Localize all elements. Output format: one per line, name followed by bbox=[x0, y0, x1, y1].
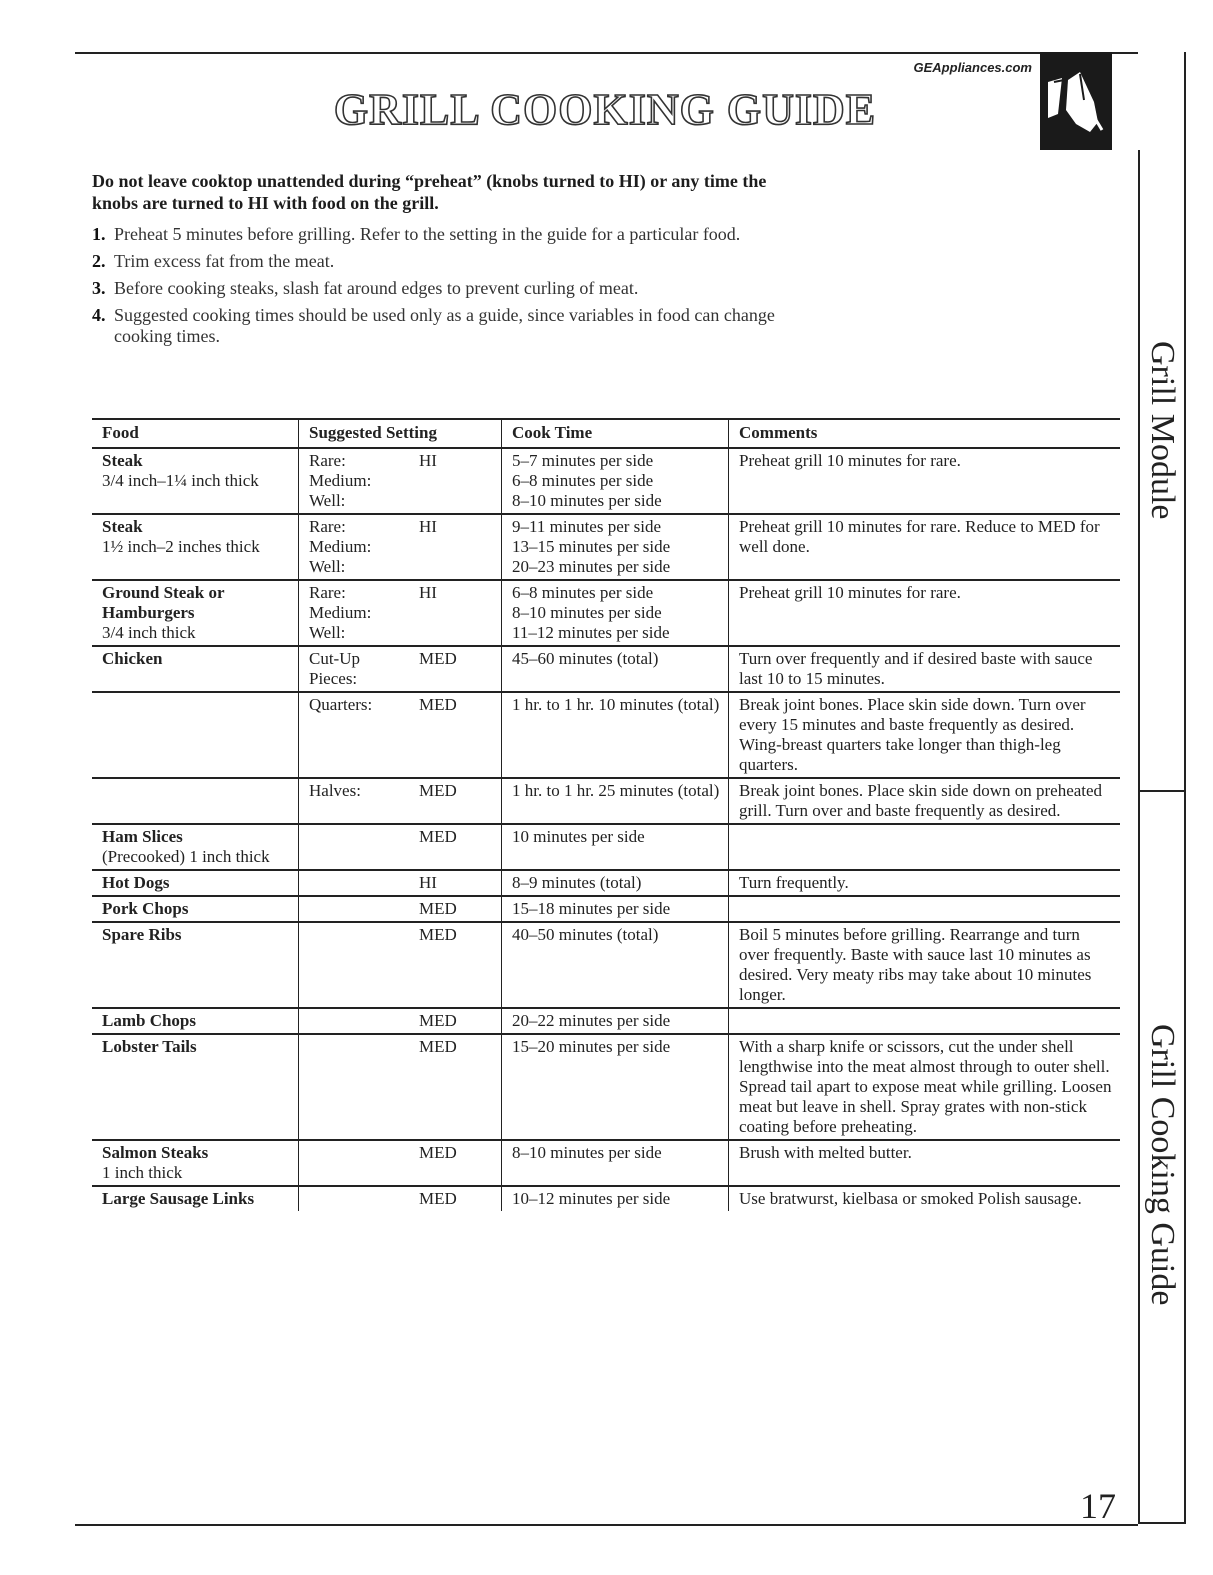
cook-time-cell bbox=[502, 870, 729, 896]
table-row bbox=[92, 1034, 1120, 1140]
comments-cell bbox=[729, 824, 1121, 870]
food-name: Hot Dogs bbox=[102, 873, 170, 892]
cook-time-line: 6–8 minutes per side bbox=[512, 583, 654, 602]
food-cell bbox=[92, 824, 299, 870]
food-name: Chicken bbox=[102, 649, 163, 668]
cook-time-line: 1 hr. to 1 hr. 25 minutes (total) bbox=[512, 781, 720, 800]
cook-time-line: 20–22 minutes per side bbox=[512, 1011, 671, 1030]
step-item: 2. Trim excess fat from the meat. bbox=[92, 251, 335, 271]
food-name: Lamb Chops bbox=[102, 1011, 197, 1030]
cook-time-line: 1 hr. to 1 hr. 10 minutes (total) bbox=[512, 695, 720, 714]
food-cell bbox=[92, 514, 299, 580]
step-item: 3. Before cooking steaks, slash fat around edges to prevent curling of meat. bbox=[92, 278, 639, 298]
table-row bbox=[92, 896, 1120, 922]
comments-cell: Preheat grill 10 minutes for rare. bbox=[729, 580, 1121, 646]
step-item: 1. Preheat 5 minutes before grilling. Refer to the setting in the guide for a particular food. bbox=[92, 224, 741, 244]
sidebar-section-grill-module: Grill Module bbox=[1144, 340, 1181, 520]
food-cell bbox=[92, 1034, 299, 1140]
setting-label: Medium: bbox=[309, 603, 372, 622]
comments-cell bbox=[729, 896, 1121, 922]
cook-time-line: 5–7 minutes per side bbox=[512, 451, 654, 470]
setting-cell bbox=[299, 870, 502, 896]
food-cell bbox=[92, 692, 299, 778]
page-number: 17 bbox=[1080, 1486, 1116, 1526]
grill-cooking-table bbox=[92, 418, 1120, 1211]
ge-logo-hand-icon bbox=[1040, 52, 1112, 150]
food-cell bbox=[92, 896, 299, 922]
setting-label: Quarters: bbox=[309, 695, 373, 714]
food-cell bbox=[92, 646, 299, 692]
food-name: Large Sausage Links bbox=[102, 1189, 255, 1208]
cook-time-line: 8–9 minutes (total) bbox=[512, 873, 642, 892]
setting-cell bbox=[299, 824, 502, 870]
table-row bbox=[92, 580, 1120, 646]
table-row bbox=[92, 1186, 1120, 1211]
table-row bbox=[92, 824, 1120, 870]
setting-cell bbox=[299, 896, 502, 922]
setting-value: MED bbox=[419, 1189, 457, 1208]
comments-cell: Turn frequently. bbox=[729, 870, 1121, 896]
cook-time-cell bbox=[502, 778, 729, 824]
cook-time-cell bbox=[502, 824, 729, 870]
comments-cell: Boil 5 minutes before grilling. Rearrange and turn over frequently. Baste with sauce last 10 minutes as desired. Very meaty ribs may take about 10 minutes longer. bbox=[729, 922, 1121, 1008]
table-row bbox=[92, 922, 1120, 1008]
cook-time-line: 40–50 minutes (total) bbox=[512, 925, 659, 944]
cook-time-cell bbox=[502, 1140, 729, 1186]
cook-time-cell bbox=[502, 896, 729, 922]
setting-value: MED bbox=[419, 925, 457, 944]
cook-time-line: 10–12 minutes per side bbox=[512, 1189, 671, 1208]
header-comments: Comments bbox=[729, 419, 1121, 448]
setting-value: MED bbox=[419, 1011, 457, 1030]
comments-cell: Brush with melted butter. bbox=[729, 1140, 1121, 1186]
cook-time-cell bbox=[502, 514, 729, 580]
setting-cell bbox=[299, 580, 502, 646]
setting-cell bbox=[299, 646, 502, 692]
table-row bbox=[92, 646, 1120, 692]
cook-time-cell bbox=[502, 1186, 729, 1211]
setting-value: MED bbox=[419, 649, 457, 668]
setting-value: HI bbox=[419, 517, 437, 536]
setting-cell bbox=[299, 692, 502, 778]
table-row bbox=[92, 514, 1120, 580]
food-name: Steak bbox=[102, 517, 143, 536]
setting-label: Pieces: bbox=[309, 669, 358, 688]
table-row bbox=[92, 692, 1120, 778]
cook-time-line: 45–60 minutes (total) bbox=[512, 649, 659, 668]
food-subtext: 3/4 inch–1¼ inch thick bbox=[102, 471, 259, 490]
food-subtext: 3/4 inch thick bbox=[102, 623, 196, 642]
setting-value: HI bbox=[419, 873, 437, 892]
setting-cell bbox=[299, 514, 502, 580]
setting-label: Well: bbox=[309, 491, 346, 510]
sidebar-inner-border bbox=[1138, 150, 1140, 1524]
comments-cell: Use bratwurst, kielbasa or smoked Polish sausage. bbox=[729, 1186, 1121, 1211]
cook-time-cell bbox=[502, 580, 729, 646]
cook-time-line: 20–23 minutes per side bbox=[512, 557, 671, 576]
comments-cell bbox=[729, 1008, 1121, 1034]
comments-cell: Preheat grill 10 minutes for rare. bbox=[729, 448, 1121, 514]
instruction-steps bbox=[92, 224, 812, 353]
food-subtext: 1 inch thick bbox=[102, 1163, 183, 1182]
setting-label: Rare: bbox=[309, 583, 346, 602]
setting-value: MED bbox=[419, 1037, 457, 1056]
food-name: Salmon Steaks bbox=[102, 1143, 209, 1162]
comments-cell: With a sharp knife or scissors, cut the under shell lengthwise into the meat almost through to outer shell. Spread tail apart to expose meat while grilling. Loosen meat but leave in shell. Spray grates with non-stick coating before preheating. bbox=[729, 1034, 1121, 1140]
cook-time-cell bbox=[502, 448, 729, 514]
food-subtext: (Precooked) 1 inch thick bbox=[102, 847, 270, 866]
sidebar-bottom-border bbox=[1138, 1522, 1184, 1524]
food-cell bbox=[92, 870, 299, 896]
setting-label: Rare: bbox=[309, 451, 346, 470]
table-row bbox=[92, 778, 1120, 824]
table-row bbox=[92, 448, 1120, 514]
header-food: Food bbox=[92, 419, 299, 448]
setting-label: Well: bbox=[309, 557, 346, 576]
setting-value: MED bbox=[419, 899, 457, 918]
setting-label: Rare: bbox=[309, 517, 346, 536]
setting-cell bbox=[299, 922, 502, 1008]
setting-value: HI bbox=[419, 451, 437, 470]
header-cook-time: Cook Time bbox=[502, 419, 729, 448]
setting-value: MED bbox=[419, 827, 457, 846]
setting-label: Halves: bbox=[309, 781, 361, 800]
food-name: Lobster Tails bbox=[102, 1037, 197, 1056]
cook-time-cell bbox=[502, 692, 729, 778]
setting-cell bbox=[299, 1008, 502, 1034]
food-cell bbox=[92, 448, 299, 514]
setting-cell bbox=[299, 1140, 502, 1186]
setting-cell bbox=[299, 448, 502, 514]
food-name: Ham Slices bbox=[102, 827, 183, 846]
setting-value: HI bbox=[419, 583, 437, 602]
cook-time-line: 9–11 minutes per side bbox=[512, 517, 662, 536]
table-row bbox=[92, 1008, 1120, 1034]
setting-label: Medium: bbox=[309, 537, 372, 556]
cook-time-cell bbox=[502, 1008, 729, 1034]
setting-label: Well: bbox=[309, 623, 346, 642]
cook-time-line: 13–15 minutes per side bbox=[512, 537, 671, 556]
warning-text: Do not leave cooktop unattended during “preheat” (knobs turned to HI) or any time the knobs are turned to HI with food on the grill. bbox=[92, 171, 767, 213]
comments-cell: Break joint bones. Place skin side down. Turn over every 15 minutes and baste frequently as desired. Wing-breast quarters take longer than thigh-leg quarters. bbox=[729, 692, 1121, 778]
sidebar-section-grill-cooking-guide: Grill Cooking Guide bbox=[1144, 1024, 1181, 1306]
cook-time-line: 6–8 minutes per side bbox=[512, 471, 654, 490]
food-name: Pork Chops bbox=[102, 899, 189, 918]
setting-cell bbox=[299, 1034, 502, 1140]
food-name: Ground Steak or Hamburgers bbox=[102, 583, 225, 622]
top-rule bbox=[75, 52, 1138, 54]
cook-time-cell bbox=[502, 1034, 729, 1140]
setting-value: MED bbox=[419, 695, 457, 714]
setting-value: MED bbox=[419, 781, 457, 800]
cook-time-cell bbox=[502, 646, 729, 692]
sidebar-outer-border bbox=[1184, 52, 1186, 1524]
comments-cell: Turn over frequently and if desired baste with sauce last 10 to 15 minutes. bbox=[729, 646, 1121, 692]
table-row bbox=[92, 870, 1120, 896]
setting-label: Medium: bbox=[309, 471, 372, 490]
comments-cell: Break joint bones. Place skin side down on preheated grill. Turn over and baste frequently as desired. bbox=[729, 778, 1121, 824]
cook-time-line: 8–10 minutes per side bbox=[512, 491, 662, 510]
food-subtext: 1½ inch–2 inches thick bbox=[102, 537, 260, 556]
website-url: GEAppliances.com bbox=[913, 60, 1032, 75]
cook-time-cell bbox=[502, 922, 729, 1008]
cook-time-line: 11–12 minutes per side bbox=[512, 623, 670, 642]
sidebar-divider bbox=[1138, 790, 1184, 792]
setting-cell bbox=[299, 1186, 502, 1211]
step-item: 4. Suggested cooking times should be used only as a guide, since variables in food can change cooking times. bbox=[92, 305, 775, 346]
cook-time-line: 15–20 minutes per side bbox=[512, 1037, 671, 1056]
table-body bbox=[92, 448, 1120, 1211]
comments-cell: Preheat grill 10 minutes for rare. Reduce to MED for well done. bbox=[729, 514, 1121, 580]
bottom-rule bbox=[75, 1524, 1138, 1526]
food-name: Steak bbox=[102, 451, 143, 470]
food-cell bbox=[92, 922, 299, 1008]
food-name: Spare Ribs bbox=[102, 925, 182, 944]
setting-label: Cut-Up bbox=[309, 649, 360, 668]
food-cell bbox=[92, 1186, 299, 1211]
table-header-row bbox=[92, 419, 1120, 448]
header-setting: Suggested Setting bbox=[299, 419, 502, 448]
cook-time-line: 8–10 minutes per side bbox=[512, 603, 662, 622]
table-row bbox=[92, 1140, 1120, 1186]
cook-time-line: 8–10 minutes per side bbox=[512, 1143, 662, 1162]
page-title: GRILL COOKING GUIDE bbox=[333, 85, 877, 134]
food-cell bbox=[92, 580, 299, 646]
food-cell bbox=[92, 1008, 299, 1034]
cook-time-line: 15–18 minutes per side bbox=[512, 899, 671, 918]
food-cell bbox=[92, 778, 299, 824]
food-cell bbox=[92, 1140, 299, 1186]
setting-value: MED bbox=[419, 1143, 457, 1162]
setting-cell bbox=[299, 778, 502, 824]
cook-time-line: 10 minutes per side bbox=[512, 827, 645, 846]
